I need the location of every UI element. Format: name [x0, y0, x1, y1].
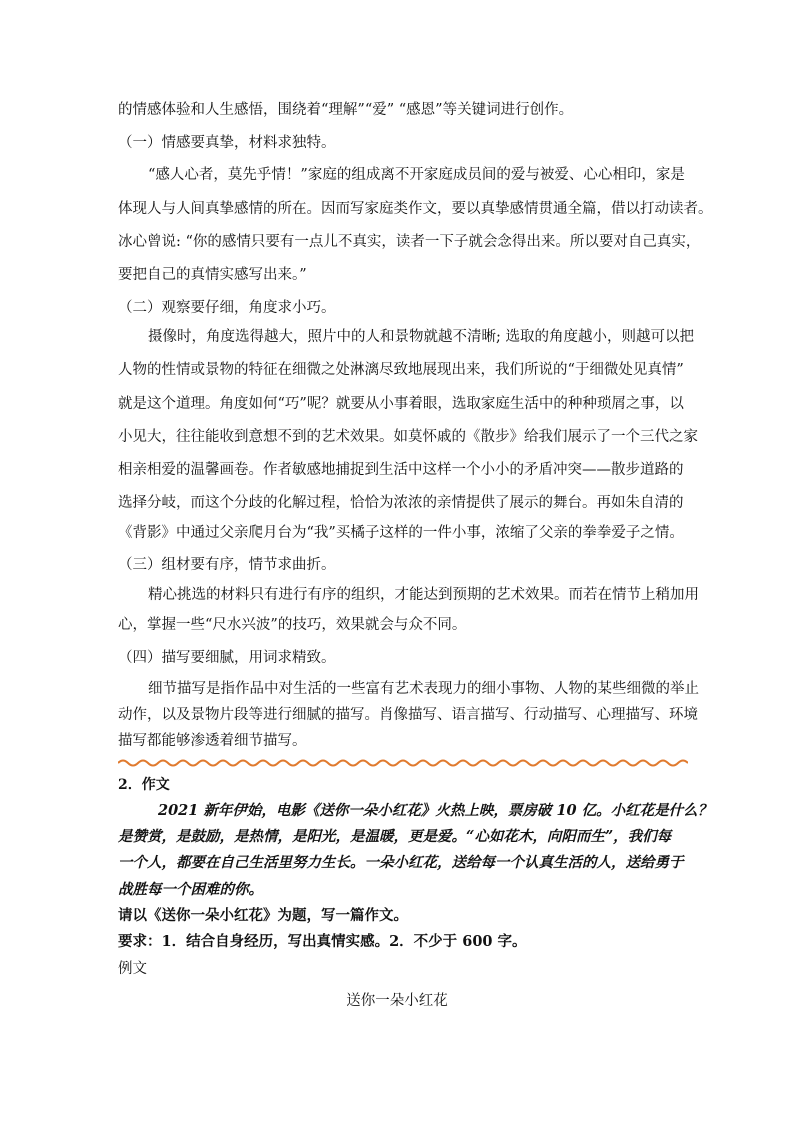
- subheading-4: （四）描写要细腻，用词求精致。: [118, 650, 336, 666]
- subheading-1: （一）情感要真挚，材料求独特。: [118, 135, 336, 151]
- paragraph-line: 描写都能够渗透着细节描写。: [118, 733, 307, 749]
- task-statement: 请以《送你一朵小红花》为题，写一篇作文。: [118, 907, 408, 924]
- paragraph-line: 心，掌握一些“尺水兴波”的技巧，效果就会与众不同。: [118, 617, 467, 633]
- example-label: 例文: [118, 961, 147, 977]
- requirements: 要求：1．结合自身经历，写出真情实感。2．不少于 600 字。: [118, 933, 527, 950]
- prompt-line: 战胜每一个困难的你。: [118, 881, 263, 898]
- paragraph-line: 的情感体验和人生感悟，围绕着“理解”“爱” “感恩”等关键词进行创作。: [118, 102, 574, 118]
- paragraph-line: 精心挑选的材料只有进行有序的组织，才能达到预期的艺术效果。而若在情节上稍加用: [148, 587, 699, 603]
- section-heading: 2．作文: [118, 777, 170, 793]
- paragraph-line: 冰心曾说: “你的感情只要有一点儿不真实，读者一下子就会念得出来。所以要对自己真实，: [118, 234, 701, 250]
- paragraph-line: 人物的性情或景物的特征在细微之处淋漓尽致地展现出来，我们所说的“于细微处见真情”: [118, 362, 684, 378]
- subheading-2: （二）观察要仔细，角度求小巧。: [118, 300, 336, 316]
- prompt-line: 一个人，都要在自己生活里努力生长。一朵小红花，送给每一个认真生活的人，送给勇于: [118, 854, 684, 871]
- prompt-line: 2021 新年伊始，电影《送你一朵小红花》火热上映，票房破 10 亿。小红花是什么？: [158, 802, 713, 819]
- paragraph-line: 选择分岐，而这个分歧的化解过程，恰恰为浓浓的亲情提供了展示的舞台。再如朱自清的: [118, 495, 684, 511]
- paragraph-line: 动作，以及景物片段等进行细腻的描写。肖像描写、语言描写、行动描写、心理描写、环境: [118, 707, 698, 723]
- subheading-3: （三）组材要有序，情节求曲折。: [118, 557, 336, 573]
- paragraph-line: 就是这个道理。角度如何“巧”呢？就要从小事着眼，选取家庭生活中的种种琐屑之事，以: [118, 396, 684, 412]
- paragraph-line: 细节描写是指作品中对生活的一些富有艺术表现力的细小事物、人物的某些细微的举止: [148, 681, 699, 697]
- paragraph-line: 小见大，往往能收到意想不到的艺术效果。如莫怀戚的《散步》给我们展示了一个三代之家: [118, 429, 698, 445]
- prompt-line: 是赞赏，是鼓励，是热情，是阳光，是温暖，更是爱。“心如花木，向阳而生”，我们每: [118, 828, 672, 845]
- wavy-divider: [118, 757, 688, 769]
- paragraph-line: 《背影》中通过父亲爬月台为“我”买橘子这样的一件小事，浓缩了父亲的拳拳爱子之情。: [118, 525, 684, 541]
- paragraph-line: 摄像时，角度选得越大，照片中的人和景物就越不清晰; 选取的角度越小，则越可以把: [148, 329, 694, 345]
- paragraph-line: “感人心者，莫先乎情！”家庭的组成离不开家庭成员间的爱与被爱、心心相印，家是: [148, 167, 685, 183]
- paragraph-line: 要把自己的真情实感写出来。”: [118, 267, 307, 283]
- example-title: 送你一朵小红花: [346, 993, 448, 1009]
- paragraph-line: 相亲相爱的温馨画卷。作者敏感地捕捉到生活中这样一个小小的矛盾冲突——散步道路的: [118, 462, 684, 478]
- paragraph-line: 体现人与人间真挚感情的所在。因而写家庭类作文，要以真挚感情贯通全篇，借以打动读者。: [118, 201, 713, 217]
